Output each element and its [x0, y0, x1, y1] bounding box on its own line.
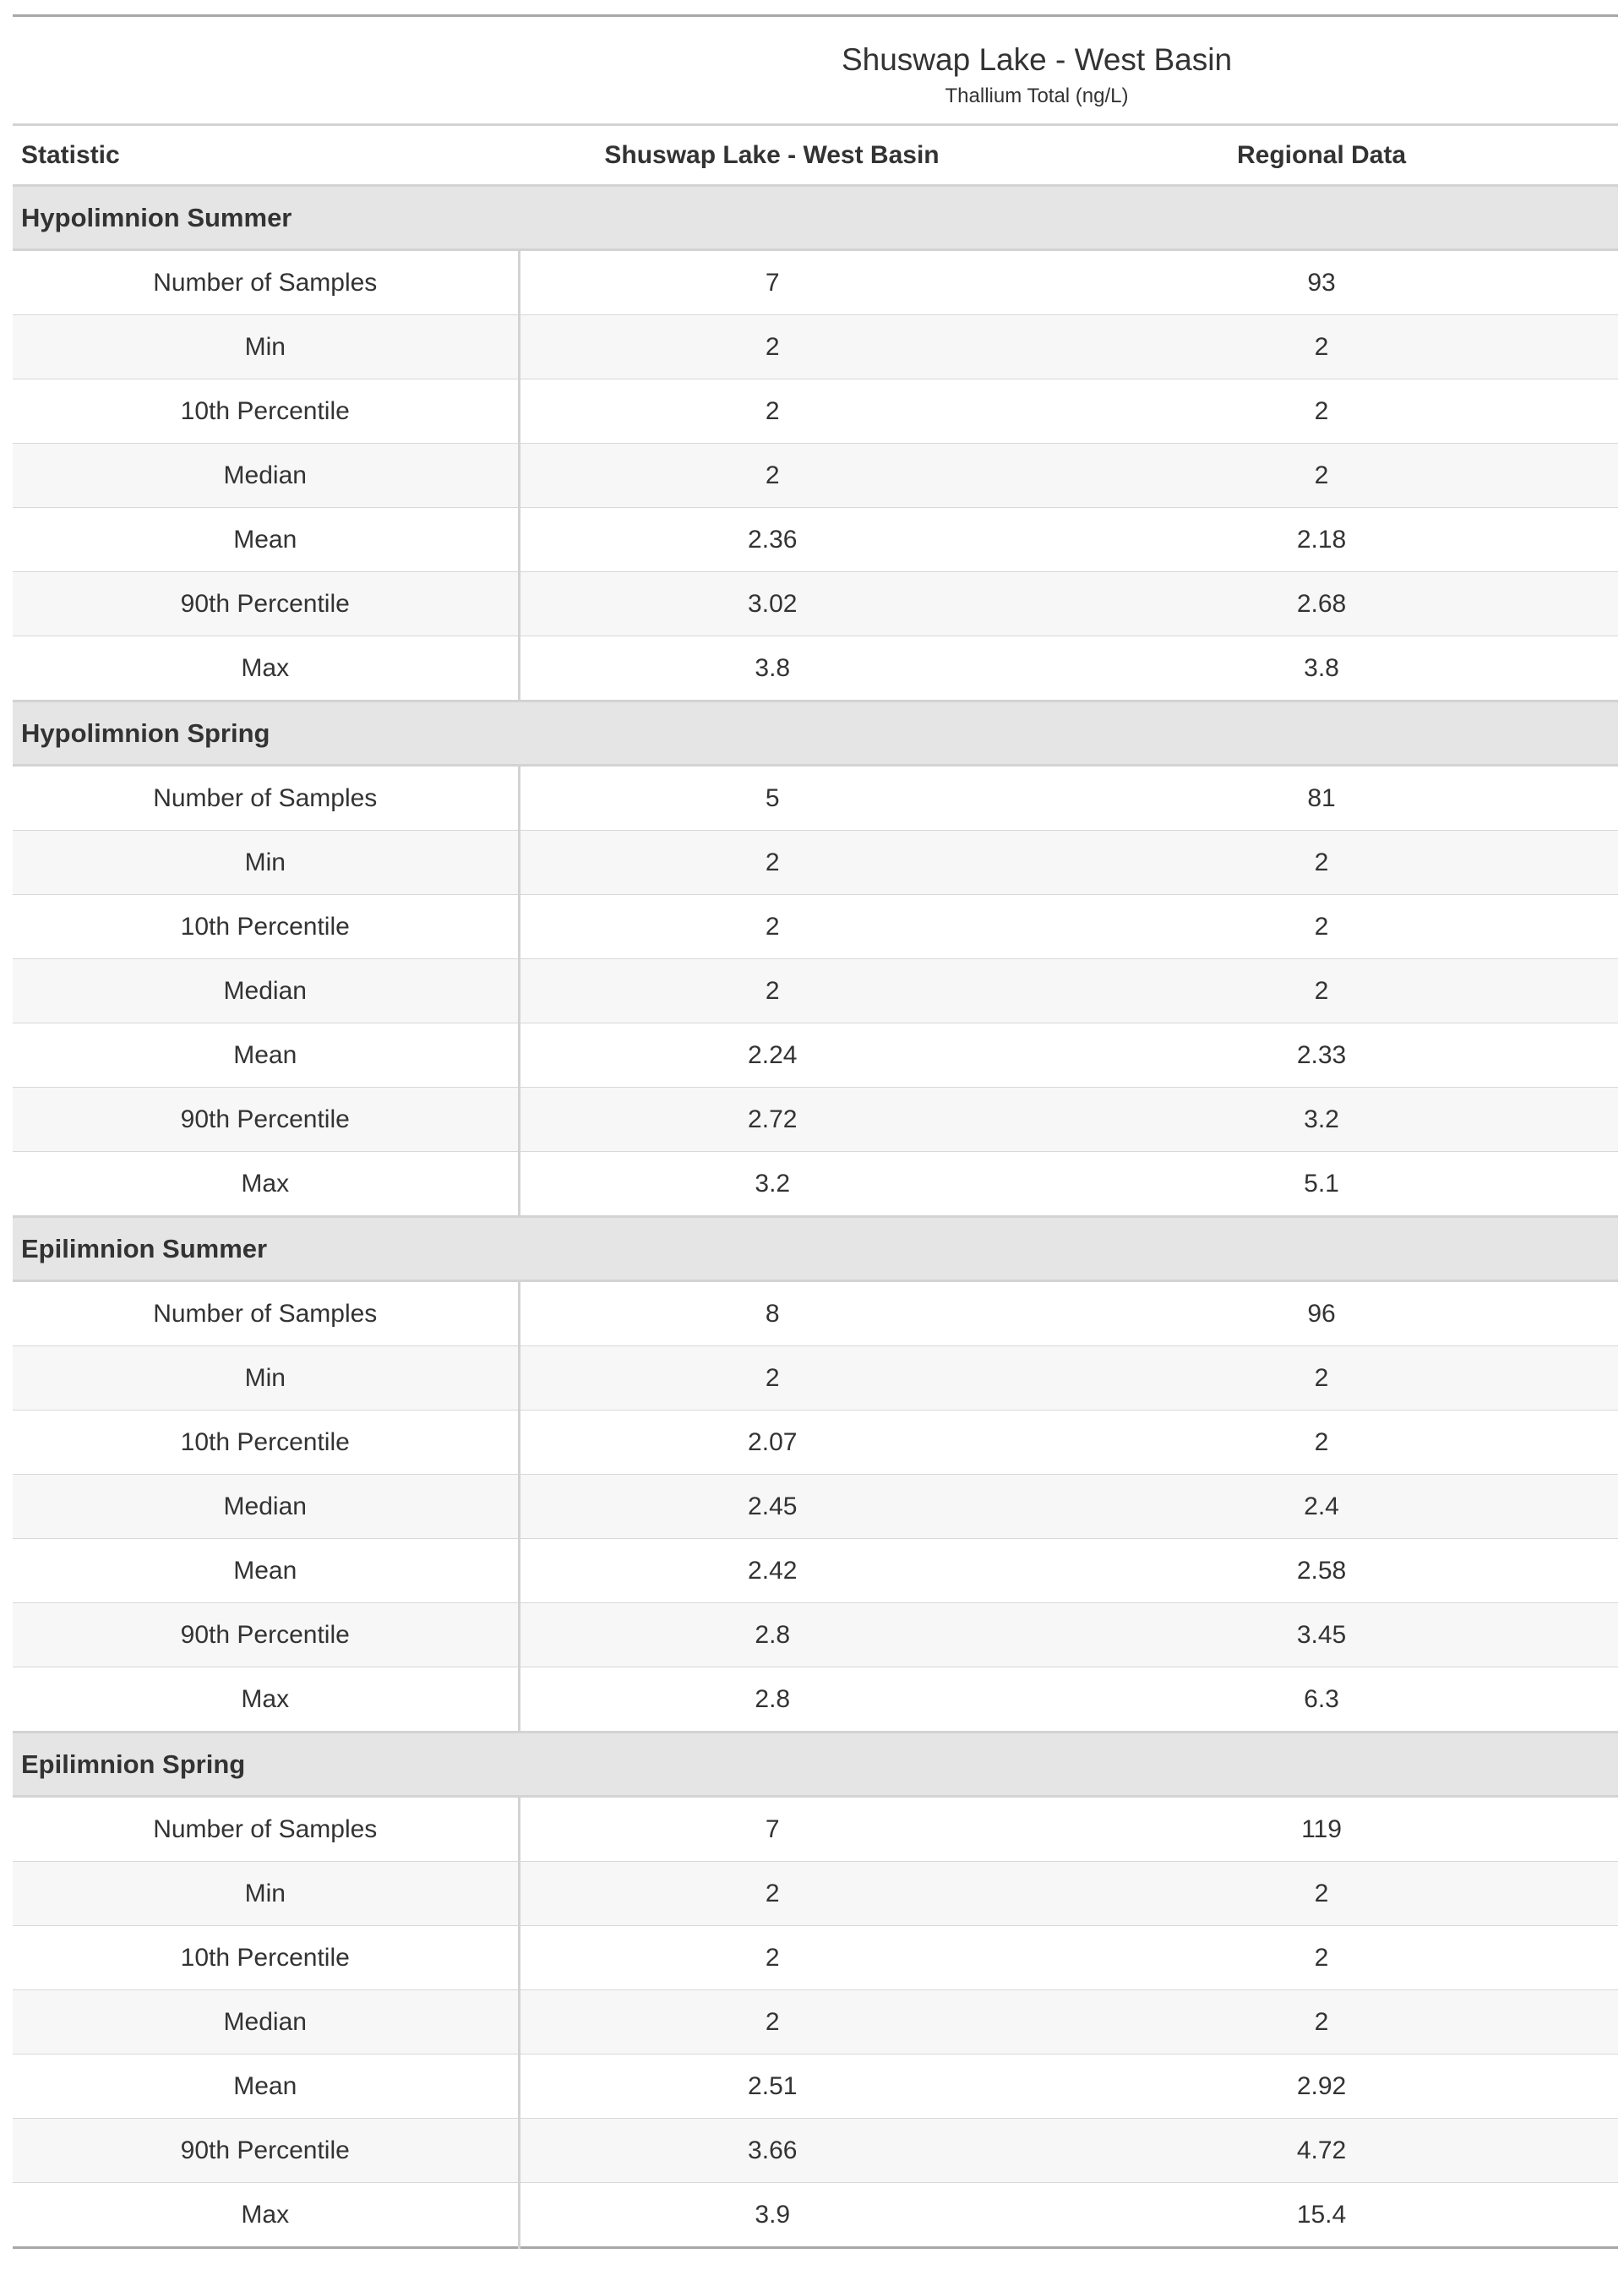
statistic-cell: Median: [13, 444, 519, 508]
table-row: [13, 1411, 1618, 1475]
statistic-cell: Number of Samples: [13, 1281, 519, 1346]
group-label: Epilimnion Summer: [13, 1217, 1618, 1281]
table-row: [13, 1539, 1618, 1603]
statistic-cell: Max: [13, 1152, 519, 1217]
site-value-cell: 5: [519, 766, 1025, 831]
table-bottom-rule: [13, 2248, 1618, 2250]
table-bottom-rule-cell: [13, 2248, 1618, 2250]
site-value-cell: 2: [519, 315, 1025, 379]
table-row: [13, 1475, 1618, 1539]
table-row: [13, 1990, 1618, 2054]
statistic-cell: Mean: [13, 2054, 519, 2119]
table-title: Shuswap Lake - West Basin: [841, 42, 1233, 77]
site-value-cell: 2: [519, 1346, 1025, 1411]
site-value-cell: 2: [519, 1862, 1025, 1926]
site-value-cell: 2.07: [519, 1411, 1025, 1475]
table-row: [13, 315, 1618, 379]
group-header-row: [13, 701, 1618, 766]
site-value-cell: 2.45: [519, 1475, 1025, 1539]
statistic-cell: 90th Percentile: [13, 1088, 519, 1152]
regional-value-cell: 2: [1025, 831, 1618, 895]
table-row: [13, 1281, 1618, 1346]
site-value-cell: 7: [519, 1797, 1025, 1862]
table-row: [13, 959, 1618, 1023]
regional-value-cell: 2: [1025, 315, 1618, 379]
table-row: [13, 1152, 1618, 1217]
site-value-cell: 2: [519, 379, 1025, 444]
statistic-cell: Mean: [13, 508, 519, 572]
statistic-cell: Min: [13, 1862, 519, 1926]
title-row: [13, 16, 1618, 82]
table-subtitle-cell: [13, 81, 1618, 125]
regional-value-cell: 2.18: [1025, 508, 1618, 572]
site-value-cell: 2: [519, 444, 1025, 508]
statistic-cell: Median: [13, 1475, 519, 1539]
statistic-cell: Max: [13, 2183, 519, 2248]
regional-value-cell: 3.8: [1025, 636, 1618, 701]
site-value-cell: 3.02: [519, 572, 1025, 636]
statistic-cell: 90th Percentile: [13, 1603, 519, 1667]
regional-value-cell: 2: [1025, 1990, 1618, 2054]
group-header-row: [13, 186, 1618, 250]
site-value-cell: 2: [519, 895, 1025, 959]
site-value-cell: 2.51: [519, 2054, 1025, 2119]
site-value-cell: 2.8: [519, 1667, 1025, 1733]
statistic-cell: Mean: [13, 1539, 519, 1603]
regional-value-cell: 119: [1025, 1797, 1618, 1862]
table-subtitle: Thallium Total (ng/L): [945, 85, 1129, 107]
regional-value-cell: 2: [1025, 444, 1618, 508]
statistic-cell: 10th Percentile: [13, 1411, 519, 1475]
statistic-cell: 90th Percentile: [13, 2119, 519, 2183]
site-value-cell: 2: [519, 1990, 1025, 2054]
table-row: [13, 250, 1618, 315]
table-row: [13, 508, 1618, 572]
table-row: [13, 831, 1618, 895]
statistic-cell: Max: [13, 636, 519, 701]
table-row: [13, 636, 1618, 701]
regional-value-cell: 2.68: [1025, 572, 1618, 636]
column-header-row: [13, 125, 1618, 186]
regional-value-cell: 2: [1025, 895, 1618, 959]
site-value-cell: 7: [519, 250, 1025, 315]
regional-value-cell: 2: [1025, 1411, 1618, 1475]
table-row: [13, 1862, 1618, 1926]
regional-value-cell: 2: [1025, 1346, 1618, 1411]
site-value-cell: 2.24: [519, 1023, 1025, 1088]
site-value-cell: 2.36: [519, 508, 1025, 572]
table-header: [13, 16, 1618, 186]
table-row: [13, 379, 1618, 444]
site-value-cell: 3.2: [519, 1152, 1025, 1217]
subtitle-row: [13, 81, 1618, 125]
statistic-cell: Max: [13, 1667, 519, 1733]
site-value-cell: 3.8: [519, 636, 1025, 701]
regional-value-cell: 2.4: [1025, 1475, 1618, 1539]
regional-value-cell: 2: [1025, 1926, 1618, 1990]
statistic-cell: 10th Percentile: [13, 895, 519, 959]
table-row: [13, 1667, 1618, 1733]
group-label: Epilimnion Spring: [13, 1733, 1618, 1797]
site-value-cell: 2.42: [519, 1539, 1025, 1603]
table-body: [13, 186, 1618, 2250]
regional-value-cell: 81: [1025, 766, 1618, 831]
regional-value-cell: 2.33: [1025, 1023, 1618, 1088]
site-value-cell: 3.9: [519, 2183, 1025, 2248]
regional-value-cell: 5.1: [1025, 1152, 1618, 1217]
statistic-cell: Mean: [13, 1023, 519, 1088]
statistic-cell: Median: [13, 1990, 519, 2054]
site-value-cell: 3.66: [519, 2119, 1025, 2183]
statistic-cell: 10th Percentile: [13, 1926, 519, 1990]
table-row: [13, 2119, 1618, 2183]
table-title-cell: [13, 16, 1618, 82]
regional-value-cell: 15.4: [1025, 2183, 1618, 2248]
site-value-cell: 2.8: [519, 1603, 1025, 1667]
group-header-row: [13, 1217, 1618, 1281]
statistics-table: [13, 14, 1618, 2249]
statistic-cell: Median: [13, 959, 519, 1023]
table-row: [13, 572, 1618, 636]
regional-value-cell: 4.72: [1025, 2119, 1618, 2183]
site-value-cell: 2: [519, 1926, 1025, 1990]
site-value-cell: 2.72: [519, 1088, 1025, 1152]
statistic-cell: 90th Percentile: [13, 572, 519, 636]
regional-value-cell: 93: [1025, 250, 1618, 315]
table-row: [13, 1088, 1618, 1152]
table-row: [13, 895, 1618, 959]
statistic-cell: Number of Samples: [13, 250, 519, 315]
statistic-cell: Min: [13, 315, 519, 379]
table-row: [13, 766, 1618, 831]
table-row: [13, 2183, 1618, 2248]
regional-value-cell: 3.45: [1025, 1603, 1618, 1667]
regional-value-cell: 2: [1025, 959, 1618, 1023]
site-value-cell: 2: [519, 959, 1025, 1023]
regional-value-cell: 2.92: [1025, 2054, 1618, 2119]
regional-value-cell: 2.58: [1025, 1539, 1618, 1603]
table-row: [13, 444, 1618, 508]
regional-value-cell: 3.2: [1025, 1088, 1618, 1152]
table-row: [13, 2054, 1618, 2119]
table-row: [13, 1926, 1618, 1990]
column-header-site: Shuswap Lake - West Basin: [519, 125, 1025, 186]
regional-value-cell: 2: [1025, 1862, 1618, 1926]
column-header-regional: Regional Data: [1025, 125, 1618, 186]
column-header-statistic: Statistic: [13, 125, 519, 186]
statistic-cell: Min: [13, 1346, 519, 1411]
table-row: [13, 1023, 1618, 1088]
statistic-cell: 10th Percentile: [13, 379, 519, 444]
regional-value-cell: 2: [1025, 379, 1618, 444]
group-label: Hypolimnion Summer: [13, 186, 1618, 250]
regional-value-cell: 6.3: [1025, 1667, 1618, 1733]
table-row: [13, 1346, 1618, 1411]
group-label: Hypolimnion Spring: [13, 701, 1618, 766]
table-row: [13, 1603, 1618, 1667]
statistic-cell: Min: [13, 831, 519, 895]
statistic-cell: Number of Samples: [13, 1797, 519, 1862]
group-header-row: [13, 1733, 1618, 1797]
statistic-cell: Number of Samples: [13, 766, 519, 831]
site-value-cell: 2: [519, 831, 1025, 895]
site-value-cell: 8: [519, 1281, 1025, 1346]
table-row: [13, 1797, 1618, 1862]
regional-value-cell: 96: [1025, 1281, 1618, 1346]
